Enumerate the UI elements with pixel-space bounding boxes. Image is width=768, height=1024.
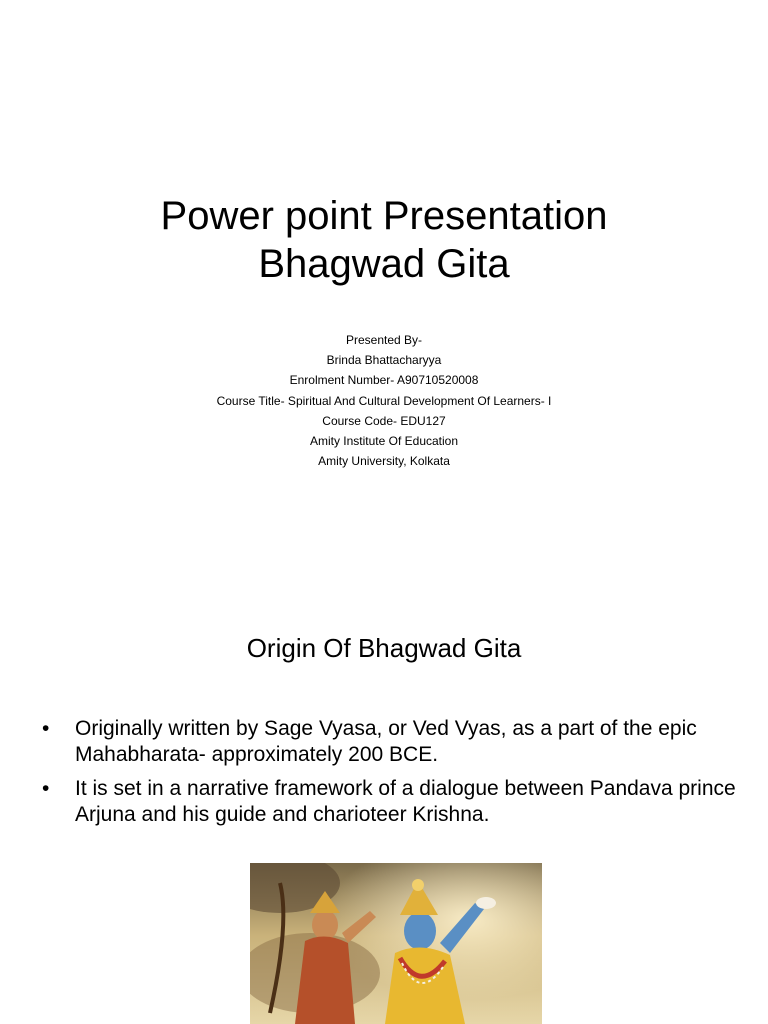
bullet-item xyxy=(40,716,740,768)
course-code: Course Code- EDU127 xyxy=(322,413,446,428)
origin-slide xyxy=(0,576,768,1024)
bullet-item xyxy=(40,776,740,828)
university-name: Amity University, Kolkata xyxy=(318,454,450,469)
presenter-name: Brinda Bhattacharyya xyxy=(326,353,442,368)
institute-name: Amity Institute Of Education xyxy=(309,434,459,449)
slide-heading: Origin Of Bhagwad Gita xyxy=(246,633,522,663)
slide-title xyxy=(0,192,768,288)
bullet-text: Originally written by Sage Vyasa, or Ved Vyas, as a part of the epic Mahabharata- approximately 200 BCE. xyxy=(75,717,697,766)
slide-title-line-1: Power point Presentation xyxy=(160,194,608,238)
slide-title-line-2: Bhagwad Gita xyxy=(258,242,510,286)
course-title: Course Title- Spiritual And Cultural Development Of Learners- I xyxy=(216,393,552,408)
bullet-icon: • xyxy=(42,717,50,740)
enrolment-number: Enrolment Number- A90710520008 xyxy=(289,373,479,388)
krishna-arjuna-painting xyxy=(250,863,542,1024)
presenter-details xyxy=(0,330,768,471)
bullet-text: It is set in a narrative framework of a dialogue between Pandava prince Arjuna and his guide and charioteer Krishna. xyxy=(75,777,736,826)
presented-by-label: Presented By- xyxy=(345,333,423,347)
bullet-list xyxy=(40,716,740,836)
bullet-icon: • xyxy=(42,777,50,800)
